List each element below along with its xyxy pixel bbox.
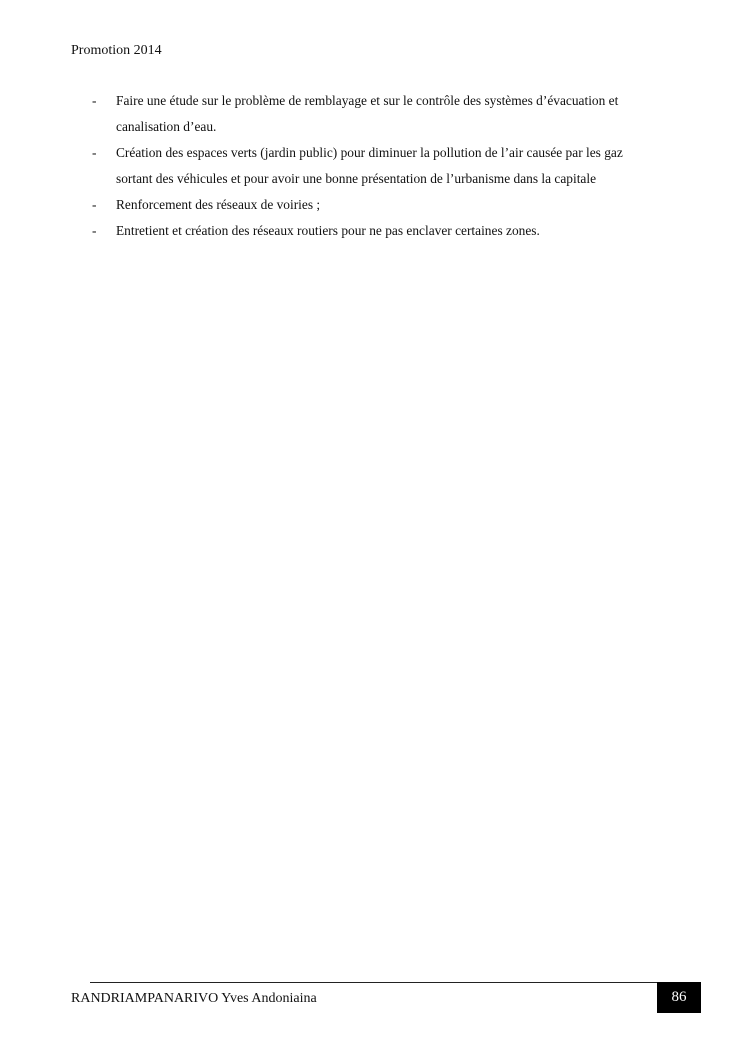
list-item-text: Entretient et création des réseaux routiers pour ne pas enclaver certaines zones. [116,223,540,238]
page-header: Promotion 2014 [71,43,162,58]
list-marker: - [92,197,97,212]
list-item [0,88,745,140]
footer-author: RANDRIAMPANARIVO Yves Andoniaina [71,991,317,1006]
list-marker: - [92,93,97,108]
page-number: 86 [657,982,701,1013]
list-item [0,218,745,244]
bullet-list [0,88,745,244]
list-marker: - [92,145,97,160]
list-item-text: Renforcement des réseaux de voiries ; [116,197,321,212]
list-marker: - [92,223,97,238]
footer-divider [90,982,657,983]
list-item-text: Création des espaces verts (jardin public) pour diminuer la pollution de l’air causée par les gaz sortant des véhicules et pour avoir une bonne présentation de l’urbanisme dans la capitale [116,145,623,186]
list-item [0,140,745,192]
list-item [0,192,745,218]
list-item-text: Faire une étude sur le problème de remblayage et sur le contrôle des systèmes d’évacuation et canalisation d’eau. [116,93,619,134]
